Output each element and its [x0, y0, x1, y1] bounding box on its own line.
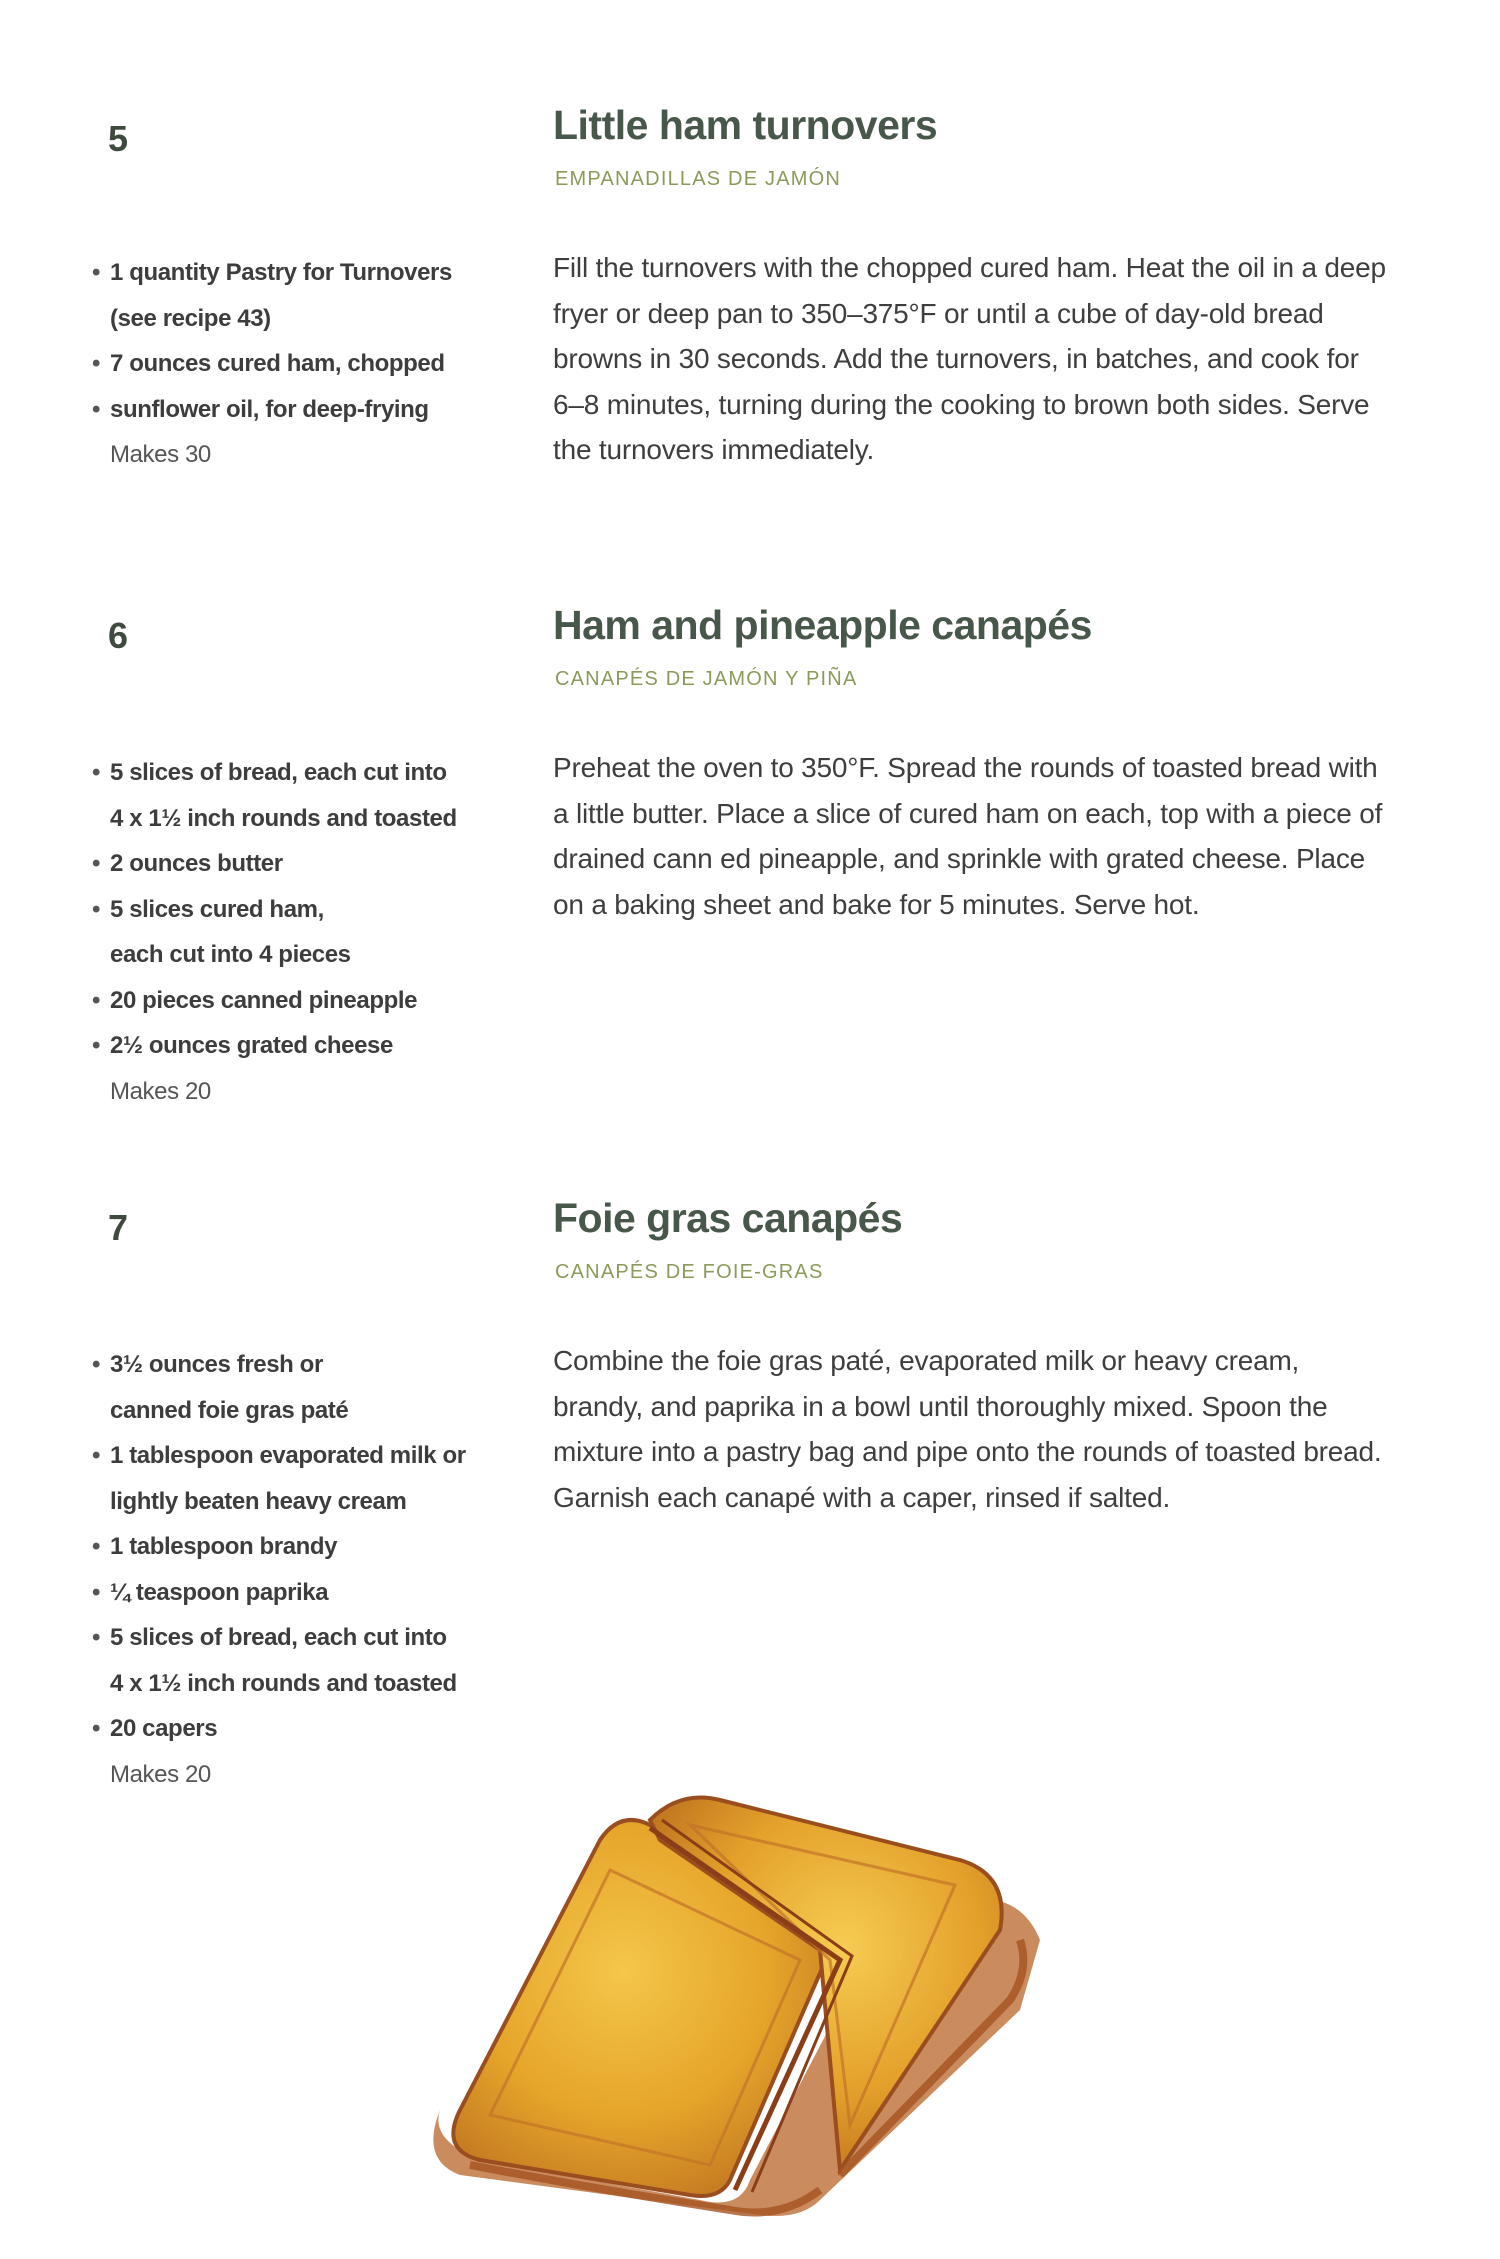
ingredient-item: • ¼ teaspoon paprika [92, 1570, 492, 1616]
ingredient-item: • sunflower oil, for deep-frying [92, 387, 492, 433]
ingredient-item: canned foie gras paté [110, 1396, 349, 1424]
ingredient-item: • 5 slices of bread, each cut into [92, 1615, 492, 1661]
method-text: Preheat the oven to 350°F. Spread the rounds of toasted bread with a little butter. Place a slice of cured ham on each, top with a piece of drained cann ed pineapple, and sprinkle with grated cheese. Place on a baking sheet and bake for 5 minutes. Serve hot. [553, 752, 1383, 920]
toasted-sandwich-icon [400, 1780, 1100, 2240]
ingredient-item: • 5 slices cured ham, [92, 887, 492, 933]
ingredient-item: • 20 pieces canned pineapple [92, 978, 492, 1024]
yield-text: Makes 20 [110, 1760, 211, 1788]
ingredient-item: lightly beaten heavy cream [110, 1487, 407, 1515]
ingredient-item: • 1 quantity Pastry for Turnovers [92, 250, 492, 296]
yield-text: Makes 20 [110, 1077, 211, 1105]
recipe-number: 5 [108, 118, 129, 159]
ingredient-item: • 1 tablespoon brandy [92, 1524, 492, 1570]
ingredient-item: • 20 capers [92, 1706, 492, 1752]
ingredient-list [92, 250, 492, 478]
ingredient-list [92, 1342, 492, 1797]
recipe-title: Little ham turnovers [553, 102, 938, 148]
ingredient-item: • 2 ounces butter [92, 841, 492, 887]
recipe-title: Foie gras canapés [553, 1195, 903, 1241]
recipe-subtitle: EMPANADILLAS DE JAMÓN [555, 168, 842, 190]
ingredient-item: • 5 slices of bread, each cut into [92, 750, 492, 796]
ingredient-item: 4 x 1½ inch rounds and toasted [110, 804, 457, 832]
ingredient-list [92, 750, 492, 1114]
recipe-number: 7 [108, 1207, 129, 1248]
toasted-sandwich-illustration [400, 1780, 1100, 2245]
ingredient-item: • 2½ ounces grated cheese [92, 1023, 492, 1069]
recipe-subtitle: CANAPÉS DE JAMÓN Y PIÑA [555, 668, 858, 690]
ingredient-item: (see recipe 43) [110, 304, 271, 332]
ingredient-item: • 7 ounces cured ham, chopped [92, 341, 492, 387]
ingredient-item: 4 x 1½ inch rounds and toasted [110, 1669, 457, 1697]
method-text: Combine the foie gras paté, evaporated milk or heavy cream, brandy, and paprika in a bowl until thoroughly mixed. Spoon the mixture into a pastry bag and pipe onto the rounds of toasted bread. Garnish each canapé with a caper, rinsed if salted. [553, 1345, 1382, 1513]
method-text: Fill the turnovers with the chopped cured ham. Heat the oil in a deep fryer or deep pan to 350–375°F or until a cube of day-old bread browns in 30 seconds. Add the turnovers, in batches, and cook for 6–8 minutes, turning during the cooking to brown both sides. Serve the turnovers immediately. [553, 252, 1386, 465]
ingredient-item: • 3½ ounces fresh or [92, 1342, 492, 1388]
ingredient-item: • 1 tablespoon evaporated milk or [92, 1433, 492, 1479]
yield-text: Makes 30 [110, 441, 211, 468]
recipe-number: 6 [108, 615, 129, 656]
recipe-title: Ham and pineapple canapés [553, 602, 1092, 648]
recipe-subtitle: CANAPÉS DE FOIE-GRAS [555, 1261, 824, 1283]
ingredient-item: each cut into 4 pieces [110, 941, 351, 968]
